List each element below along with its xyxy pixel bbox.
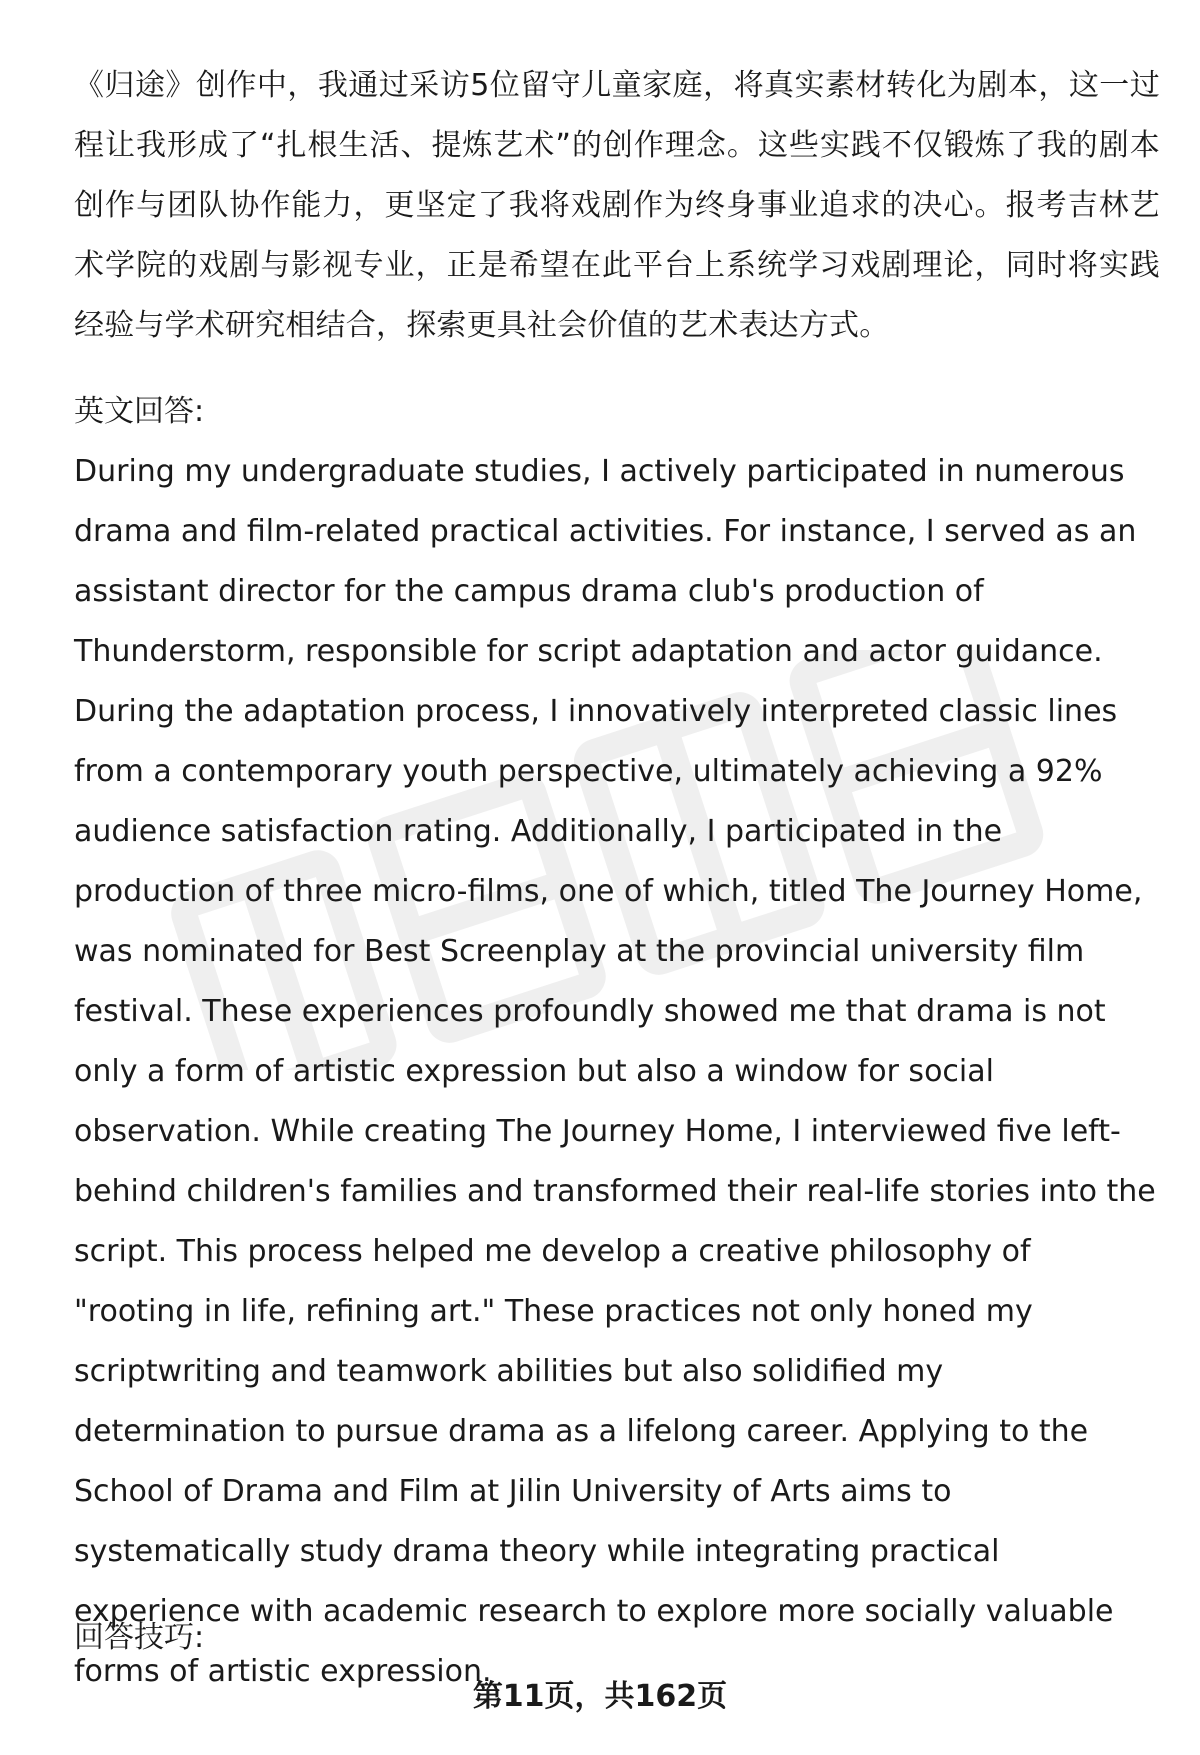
english-answer-paragraph: During my undergraduate studies, I actively participated in numerous drama and film-related practical activities. For instance, I served as an assistant director for the campus drama club's production of Thunderstorm, responsible for script adaptation and actor guidance. During the adaptation process, I innovatively interpreted classic lines from a contemporary youth perspective, ultimately achieving a 92% audience satisfaction rating. Additionally, I participated in the production of three micro-films, one of which, titled The Journey Home, was nominated for Best Screenplay at the provincial university film festival. These experiences profoundly showed me that drama is not only a form of artistic expression but also a window for social observation. While creating The Journey Home, I interviewed five left-behind children's families and transformed their real-life stories into the script. This process helped me develop a creative philosophy of "rooting in life, refining art." These practices not only honed my scriptwriting and teamwork abilities but also solidified my determination to pursue drama as a lifelong career. Applying to the School of Drama and Film at Jilin University of Arts aims to systematically study drama theory while integrating practical experience with academic research to explore more socially valuable forms of artistic expression. <box>74 454 1156 1689</box>
chinese-answer-paragraph: 《归途》创作中，我通过采访5位留守儿童家庭，将真实素材转化为剧本，这一过程让我形成了“扎根生活、提炼艺术”的创作理念。这些实践不仅锻炼了我的剧本创作与团队协作能力，更坚定了我将戏剧作为终身事业追求的决心。报考吉林艺术学院的戏剧与影视专业，正是希望在此平台上系统学习戏剧理论，同时将实践经验与学术研究相结合，探索更具社会价值的艺术表达方式。 <box>74 68 1160 343</box>
page-content <box>74 56 1160 1702</box>
answer-tips-heading: 回答技巧: <box>74 1620 205 1655</box>
page-number-footer: 第11页，共162页 <box>472 1679 728 1714</box>
english-answer-heading: 英文回答: <box>74 394 205 429</box>
